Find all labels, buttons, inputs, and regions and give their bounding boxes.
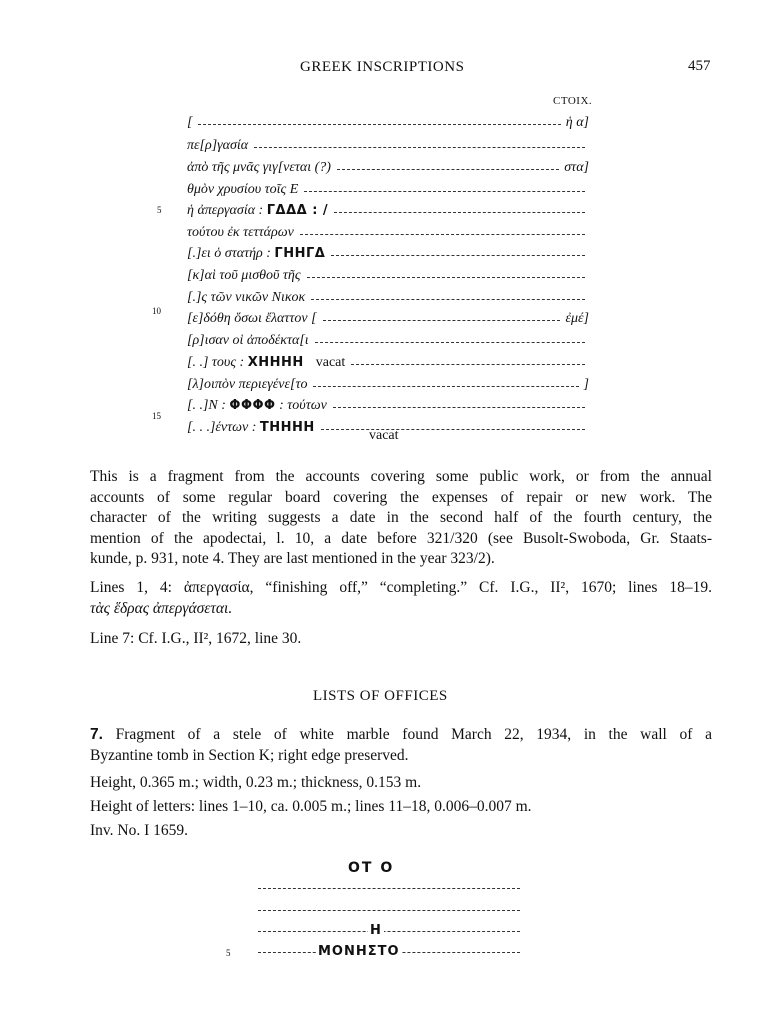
inscription-line-text: [κ]αὶ τοῦ μισθοῦ τῆς bbox=[187, 268, 305, 284]
stoichedon-label: CTOIX. bbox=[553, 95, 593, 107]
lacuna-dashes bbox=[334, 212, 585, 213]
entry-letter-heights bbox=[90, 797, 712, 818]
commentary-line: character of the writing suggests a date in the second half of the fourth century, the bbox=[90, 509, 712, 526]
inscription-line bbox=[187, 311, 589, 331]
entry-inventory bbox=[90, 821, 712, 842]
lacuna-dashes bbox=[333, 407, 585, 408]
inscription-line bbox=[187, 333, 589, 353]
line-number-15: 15 bbox=[152, 411, 161, 421]
commentary-line: accounts of some regular board covering the expenses of repair or new work. The bbox=[90, 488, 712, 506]
inscription-line-text: [. .]Ν : ΦΦΦΦ : τούτων bbox=[187, 398, 331, 414]
inscription-line-end: στα] bbox=[561, 160, 589, 176]
inscription-line-text: ἀπὸ τῆς μνᾶς γιγ[νεται (?) bbox=[187, 160, 335, 176]
inscription-line-text: [.]ει ὁ στατήρ : ΓΗΗΓΔ bbox=[187, 246, 329, 262]
inscription-line-text: [ bbox=[187, 115, 196, 131]
inscription-line-end: ἡ α] bbox=[563, 115, 589, 131]
inscription-line bbox=[187, 182, 589, 202]
entry-line-1 bbox=[90, 725, 712, 746]
page-number: 457 bbox=[688, 58, 711, 74]
lacuna-dashes bbox=[304, 191, 585, 192]
inscription-line-text: τούτου ἐκ τεττάρων bbox=[187, 225, 298, 241]
inscription-line bbox=[187, 268, 589, 288]
inscription2-line-5 bbox=[258, 944, 520, 962]
inscription-line bbox=[187, 377, 589, 397]
lacuna-dashes bbox=[331, 255, 585, 256]
inscription-line-text: πε[ρ]γασία bbox=[187, 138, 252, 154]
commentary-paragraph-3 bbox=[90, 629, 712, 650]
inscription-line-end: ] bbox=[581, 377, 589, 393]
lacuna-dashes bbox=[321, 429, 585, 430]
commentary-paragraph-2 bbox=[90, 578, 712, 619]
inscription2-line-number-5: 5 bbox=[226, 948, 231, 958]
lacuna-dashes bbox=[323, 320, 560, 321]
inscription-line-text: θμὸν χρυσίου τοῖς Ε bbox=[187, 182, 302, 198]
inscription-line bbox=[187, 290, 589, 310]
commentary-line: τὰς ἕδρας ἀπεργάσεται. bbox=[90, 599, 233, 617]
inscription-line-text: [.]ς τῶν νικῶν Νικοκ bbox=[187, 290, 309, 306]
inscription-line-text: [ρ]ισαν οἱ ἀποδέκτα[ι bbox=[187, 333, 313, 349]
commentary-line: This is a fragment from the accounts covering some public work, or from the annual bbox=[90, 468, 712, 485]
inscription2-line-3 bbox=[258, 902, 520, 920]
commentary-paragraph-1 bbox=[90, 467, 712, 570]
inscription2-line-2 bbox=[258, 880, 520, 898]
inscription-line bbox=[187, 138, 589, 158]
inscription-line bbox=[187, 115, 589, 135]
inscription-line-text: ἡ ἀπεργασία : ΓΔΔΔ : / bbox=[187, 203, 332, 219]
inscription-line bbox=[187, 246, 589, 266]
line-number-10: 10 bbox=[152, 306, 161, 316]
inscription2-text: ΜΟΝΗΣΤΟ bbox=[318, 944, 400, 959]
inscription-line bbox=[187, 160, 589, 180]
dimensions-line: Height, 0.365 m.; width, 0.23 m.; thickness, 0.153 m. bbox=[90, 774, 422, 791]
commentary-line: Line 7: Cf. I.G., II², 1672, line 30. bbox=[90, 630, 302, 647]
inscription-line-text: [. . .]έντων : ΤΗΗΗΗ bbox=[187, 420, 319, 436]
inscription-line bbox=[187, 355, 589, 375]
inline-vacat: vacat bbox=[315, 355, 346, 370]
inscription-line bbox=[187, 203, 589, 223]
inventory-line: Inv. No. I 1659. bbox=[90, 822, 189, 839]
inscription-line-text: [λ]οιπὸν περιεγένε[το bbox=[187, 377, 311, 393]
entry-description bbox=[90, 725, 712, 766]
inscription-line bbox=[187, 225, 589, 245]
inscription2-top-letters: ΟΤ Ο bbox=[348, 860, 395, 876]
vacat-note: vacat bbox=[369, 428, 399, 443]
entry-text: Fragment of a stele of white marble found March 22, 1934, in the wall of a bbox=[115, 726, 712, 743]
entry-number: 7. bbox=[90, 726, 103, 743]
line-number-5: 5 bbox=[157, 205, 162, 215]
lacuna-dashes bbox=[313, 386, 579, 387]
inscription-line-text: [ε]δόθη ὅσωι ἔλαττον [ bbox=[187, 311, 321, 327]
inscription-line-end: ἐμέ] bbox=[562, 311, 589, 327]
running-header-title: GREEK INSCRIPTIONS bbox=[300, 59, 465, 75]
inscription2-line-4 bbox=[258, 923, 520, 941]
lacuna-dashes bbox=[311, 299, 585, 300]
inscription-line bbox=[187, 398, 589, 418]
inscription-line-text: [. .] τους : ΧΗΗΗΗ vacat bbox=[187, 355, 349, 371]
lacuna-dashes bbox=[198, 124, 561, 125]
letters-height-line: Height of letters: lines 1–10, ca. 0.005 m.; lines 11–18, 0.006–0.007 m. bbox=[90, 798, 532, 815]
entry-dimensions bbox=[90, 773, 712, 794]
commentary-line: Lines 1, 4: ἀπεργασία, “finishing off,” “completing.” Cf. I.G., II², 1670; lines 18–19. bbox=[90, 579, 712, 596]
commentary-line: mention of the apodectai, l. 10, a date before 321/320 (see Busolt-Swoboda, Gr. Staats- bbox=[90, 529, 712, 547]
lacuna-dashes bbox=[254, 147, 585, 148]
lacuna-dashes bbox=[337, 169, 559, 170]
section-title: LISTS OF OFFICES bbox=[313, 688, 448, 704]
lacuna-dashes bbox=[351, 364, 585, 365]
commentary-line: kunde, p. 931, note 4. They are last mentioned in the year 323/2). bbox=[90, 550, 495, 567]
lacuna-dashes bbox=[307, 277, 585, 278]
entry-line-2: Byzantine tomb in Section K; right edge preserved. bbox=[90, 746, 409, 764]
lacuna-dashes bbox=[300, 234, 585, 235]
inscription2-letter: Η bbox=[370, 923, 382, 938]
lacuna-dashes bbox=[315, 342, 585, 343]
